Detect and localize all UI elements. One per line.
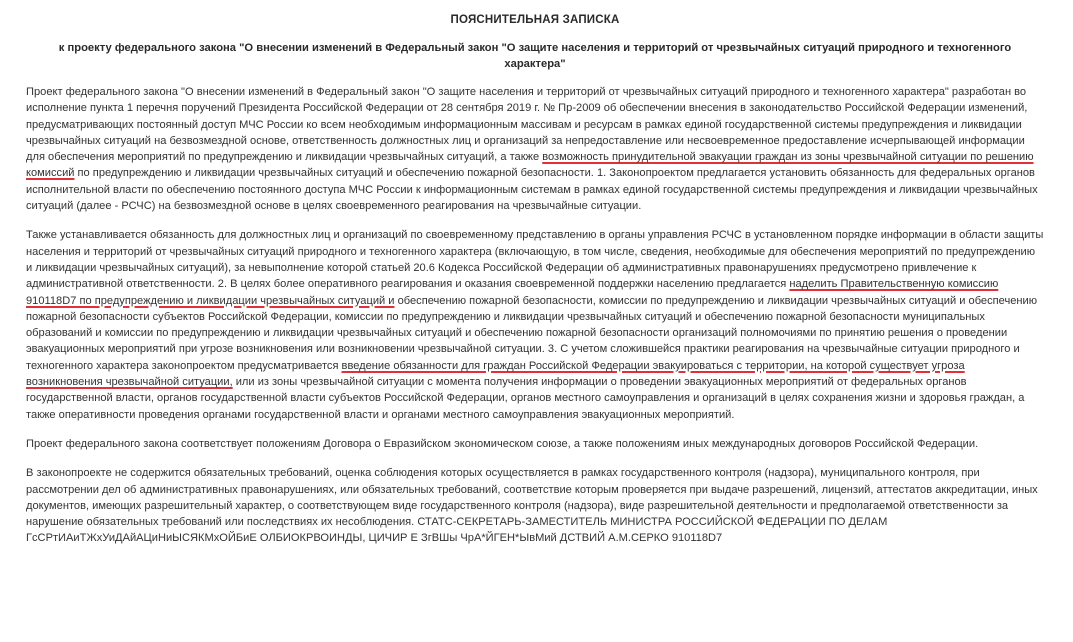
paragraph-1-highlight: возможность принудительной эвакуации граждан из зоны чрезвычайной ситуации по решению комиссий [26, 151, 1034, 180]
paragraph-1-text-a: Проект федерального закона "О внесении изменений в Федеральный закон "О защите населения и территорий от чрезвычайных ситуаций природного и техногенного характера" разработан во исполнение пункта 1 перечня поручений Президента Российской Федерации от 28 сентября 2019 г. № Пр-2009 об обеспечении внесения в законодательство Российской Федерации изменений, предусматривающих постоянный доступ МЧС России ко всем необходимым информационным массивам и ресурсам в рамках единой государственной системы предупреждения и ликвидации чрезвычайных ситуаций на безвозмездной основе, ответственность должностных лиц и организаций за непредоставление или несвоевременное предоставление исчерпывающей информации для обеспечения мероприятий по предупреждению и ликвидации чрезвычайных ситуаций, а также [26, 86, 1028, 164]
paragraph-2-text-b: обеспечению пожарной безопасности, комиссии по предупреждению и ликвидации чрезвычайных ситуаций и обеспечению пожарной безопасности субъектов Российской Федерации, комиссии по предупреждению и ликвидации чрезвычайных ситуаций и обеспечению пожарной безопасности муниципальных образований и комиссии по предупреждению и ликвидации чрезвычайных ситуаций и обеспечению пожарной безопасности организаций полномочиями по принятию решения о проведении эвакуационных мероприятий при угрозе возникновения или возникновении чрезвычайной ситуации. 3. С учетом сложившейся практики реагирования на чрезвычайные ситуации природного и техногенного характера законопроектом предусматривается [26, 294, 1038, 372]
paragraph-2-text-a: Также устанавливается обязанность для должностных лиц и организаций по своевременному представлению в органы управления РСЧС в установленном порядке информации в области защиты населения и территорий от чрезвычайных ситуаций природного и техногенного характера (включающую, в том числе, сведения, необходимые для обеспечения мероприятий по предупреждению и ликвидации чрезвычайных ситуаций), за невыполнение которой статьей 20.6 Кодекса Российской Федерации об административных правонарушениях предусмотрено привлечение к административной ответственности. 2. В целях более оперативного реагирования и оказания своевременной поддержки населению предлагается [26, 229, 1044, 291]
document-subtitle: к проекту федерального закона "О внесении изменений в Федеральный закон "О защите населения и территорий от чрезвычайных ситуаций природного и техногенного характера" [58, 42, 1012, 70]
paragraph-2 [26, 227, 1044, 423]
paragraph-2-text-c: или из зоны чрезвычайной ситуации с момента получения информации о проведении эвакуационных мероприятий от федеральных органов государственной власти, органов государственной власти субъектов Российской Федерации, органов местного самоуправления и организаций в целях сохранения жизни и здоровья граждан, а также оперативности проведения органами государственной власти и органами местного самоуправления эвакуационных мероприятий. [26, 376, 1025, 421]
paragraph-2-highlight-2: введение обязанности для граждан Российской Федерации эвакуироваться с территории, на которой существует угроза возникновения чрезвычайной ситуации, [26, 359, 965, 389]
document [26, 14, 1044, 547]
paragraph-2-highlight-1: наделить Правительственную комиссию 910118D7 по предупреждению и ликвидации чрезвычайных ситуаций и [26, 278, 999, 307]
document-title: ПОЯСНИТЕЛЬНАЯ ЗАПИСКА [450, 14, 620, 26]
paragraph-4: В законопроекте не содержится обязательных требований, оценка соблюдения которых осуществляется в рамках государственного контроля (надзора), муниципального контроля, при рассмотрении дел об административных правонарушениях, или обязательных требований, соответствие которым проверяется при выдаче разрешений, лицензий, аттестатов аккредитации, иных документов, имеющих разрешительный характер, о соответствующем виде государственного контроля (надзора), виде разрешительной деятельности и предполагаемой ответственности за нарушение обязательных требований или последствиях их несоблюдения. СТАТС-СЕКРЕТАРЬ-ЗАМЕСТИТЕЛЬ МИНИСТРА РОССИЙСКОЙ ФЕДЕРАЦИИ ПО ДЕЛАМ ГсСРтИАиТЖхУиДАйАЦиНиЫСЯКМхОЙБиЕ ОЛБИОКРВОИНДЫ, ЦИЧИР Е ЗгВШы ЧрА*ЙГЕН*ЫвМий ДСТВИЙ А.М.СЕРКО 910118D7 [26, 467, 1038, 545]
paragraph-1 [26, 84, 1044, 214]
paragraph-3: Проект федерального закона соответствует положениям Договора о Евразийском экономическом союзе, а также положениям иных международных договоров Российской Федерации. [26, 437, 979, 450]
paragraph-1-text-b: по предупреждению и ликвидации чрезвычайных ситуаций и обеспечению пожарной безопасности. 1. Законопроектом предлагается установить обязанность для федеральных органов исполнительной власти по обеспечению постоянного доступа МЧС России к информационным системам в рамках единой государственной системы предупреждения и ликвидации чрезвычайных ситуаций (далее - РСЧС) на безвозмездной основе в целях своевременного реагирования на чрезвычайные ситуации. [26, 167, 1038, 213]
